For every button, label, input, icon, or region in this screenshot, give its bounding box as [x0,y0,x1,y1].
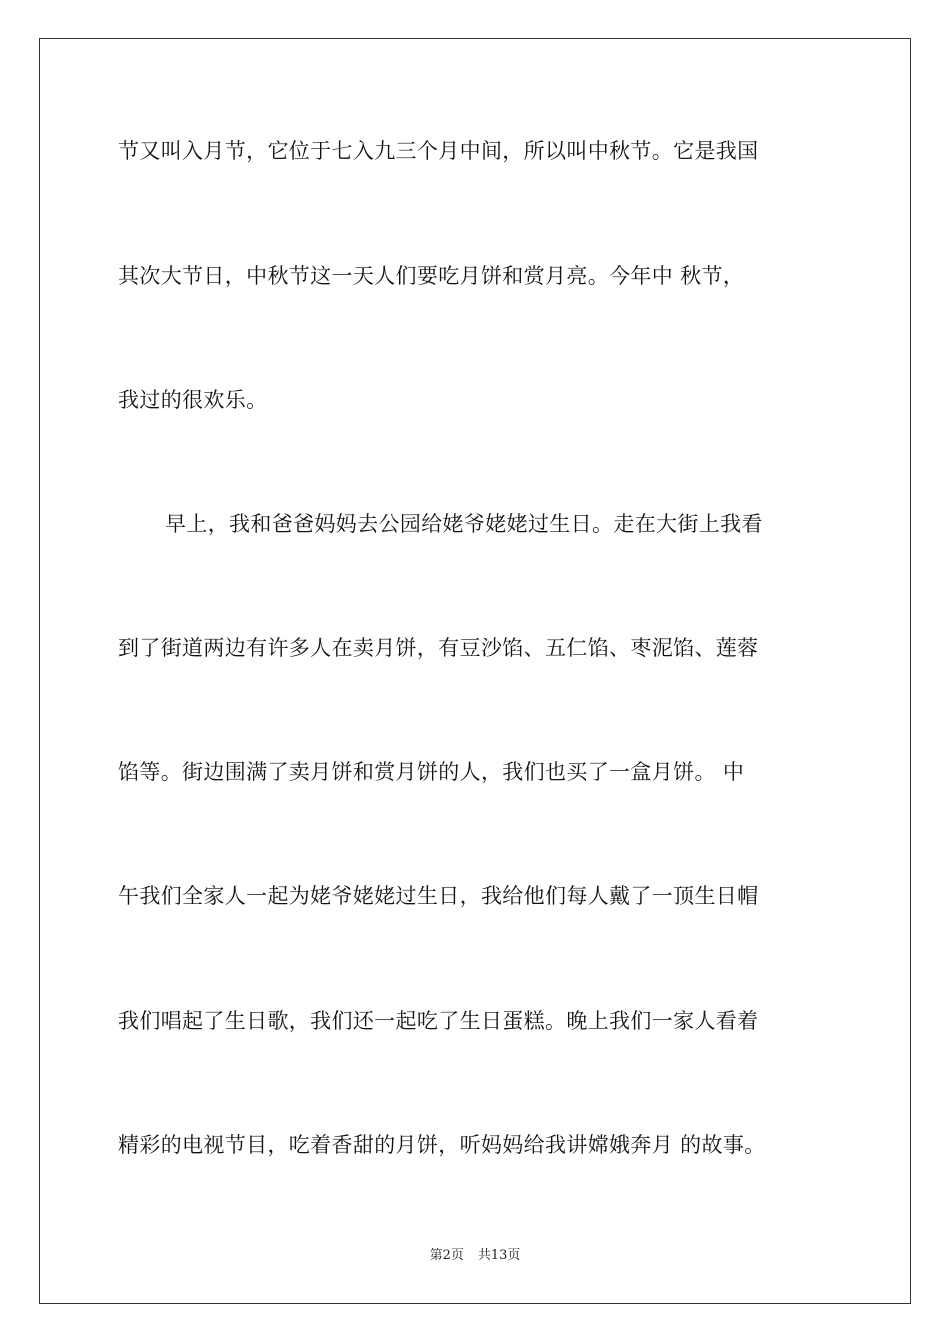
text-line-2: 其次大节日，中秋节这一天人们要吃月饼和赏月亮。今年中 秋节， [118,264,745,288]
text-line-7: 午我们全家人一起为姥爷姥姥过生日，我给他们每人戴了一顶生日帽 [118,884,759,908]
text-line-3: 我过的很欢乐。 [118,388,268,412]
text-line-8: 我们唱起了生日歌，我们还一起吃了生日蛋糕。晚上我们一家人看着 [118,1009,759,1033]
text-line-5: 到了街道两边有许多人在卖月饼，有豆沙馅、五仁馅、枣泥馅、莲蓉 [118,636,759,660]
text-line-9: 精彩的电视节目，吃着香甜的月饼，听妈妈给我讲嫦娥奔月 的故事。 [118,1133,766,1157]
text-line-6: 馅等。街边围满了卖月饼和赏月饼的人，我们也买了一盒月饼。 中 [118,760,745,784]
page-frame [39,38,911,1304]
page-footer [0,1247,950,1265]
page-total: 共13页 [477,1248,521,1263]
page-number: 第2页 [429,1248,464,1263]
text-line-1: 节又叫入月节，它位于七入九三个月中间，所以叫中秋节。它是我国 [118,139,759,163]
text-line-4: 早上，我和爸爸妈妈去公园给姥爷姥姥过生日。走在大街上我看 [165,512,763,536]
